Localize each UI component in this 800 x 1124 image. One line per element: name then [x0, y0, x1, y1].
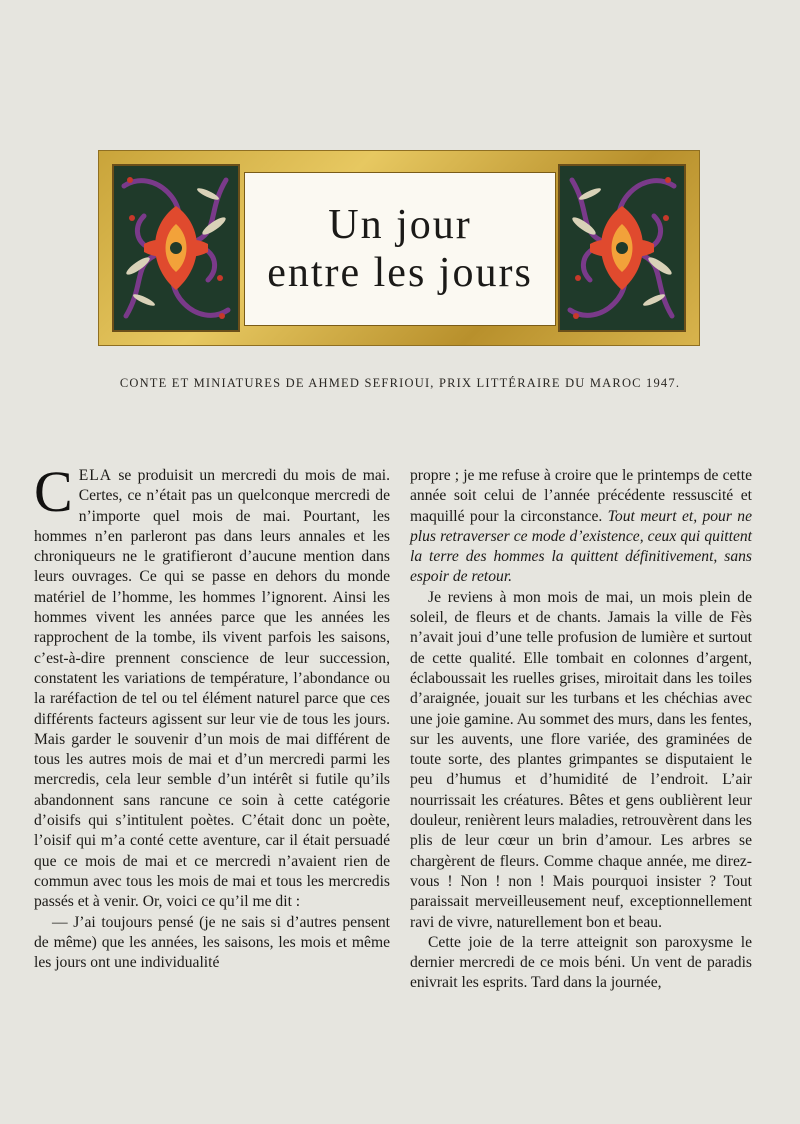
lead-smallcaps: ELA: [78, 467, 112, 484]
page-title: Un jour: [328, 202, 472, 248]
arabesque-miniature-icon: [114, 166, 238, 330]
paragraph-5: Cette joie de la terre atteignit son paroxysme le dernier mercredi de ce mois béni. Un vent de paradis enivrait les esprits. Tard dans la journée,: [410, 933, 752, 992]
text-column-right: [410, 466, 752, 994]
title-banner: [98, 150, 700, 346]
page-title-line-2: entre les jours: [267, 250, 533, 296]
paragraph-1-text: se produisit un mercredi du mois de mai. Certes, ce n’était pas un quelconque mercredi de n’importe quel mois de mai. Pourtant, les hommes n’en parleront pas dans leurs annales et les chroniqueurs ne le gratifieront d’aucune mention dans leurs ouvrages. Ce qui se passe en dehors du monde matériel de l’homme, les hommes l’ignorent. Ainsi les hommes vivent les années parce que les années les rapprochent de la tombe, ils vivent parfois les saisons, c’est-à-dire prennent conscience de leur succession, constatent les variations de température, l’abondance ou la raréfaction de tel ou tel élément naturel parce que ces différents facteurs agissent sur leur vie de tous les jours. Mais garder le souvenir d’un mois de mai différent de tous les autres mois de mai et d’un mercredi parmi les mercredis, cela leur semble d’un intérêt si futile qu’ils abandonnent sans rancune ce soin à cette catégorie d’oisifs qui s’intitulent poètes. C’était donc un poète, l’oisif qui m’a conté cette aventure, car il était persuadé que ce mois de mai et ce mercredi n’avaient rien de commun avec tous les mois de mai et tous les mercredis passés et à venir. Or, voici ce qu’il me dit :: [34, 467, 390, 911]
paragraph-1: [34, 459, 390, 913]
paragraph-3-text: propre ; je me refuse à croire que le printemps de cette année soit celui de l’année précédente ressuscité et maquillé pour la circonstance.: [410, 467, 752, 525]
text-column-left: [34, 459, 390, 973]
paragraph-2: — J’ai toujours pensé (je ne sais si d’autres pensent de même) que les années, les saisons, les mois et même les jours ont une individualité: [34, 913, 390, 972]
arabesque-miniature-icon: [560, 166, 684, 330]
paragraph-3-italic: Tout meurt et, pour ne plus retraverser ce mode d’existence, ceux qui quittent la terre des hommes la quittent définitivement, sans espoir de retour.: [410, 507, 752, 586]
title-panel: [244, 172, 556, 326]
byline: CONTE ET MINIATURES DE AHMED SEFRIOUI, PRIX LITTÉRAIRE DU MAROC 1947.: [119, 376, 681, 390]
paragraph-4: Je reviens à mon mois de mai, un mois plein de soleil, de fleurs et de chants. Jamais la ville de Fès n’avait joui d’une telle profusion de lumière et surtout de cette qualité. Elle tombait en colonnes d’argent, éclaboussait les ruelles grises, miroitait dans les toiles d’araignée, jouait sur les turbans et les chéchias avec une joie gamine. Au sommet des murs, dans les fentes, sur les auvents, une flore variée, des graminées de toute sorte, des plantes grimpantes se disputaient le peu d’humus et d’humidité de l’endroit. L’air nourrissait les créatures. Bêtes et gens oublièrent leur douleur, renièrent leurs maladies, retrouvèrent dans les plis de leur cœur un brin d’amour. Les arbres se chargèrent de fleurs. Comme chaque année, me direz-vous ! Non ! non ! Mais pourquoi insister ? Tout paraissait merveilleusement neuf, exceptionnellement ravi de vivre, naturellement bon et beau.: [410, 588, 752, 931]
drop-cap: C: [34, 459, 73, 524]
paragraph-3: [410, 466, 752, 588]
